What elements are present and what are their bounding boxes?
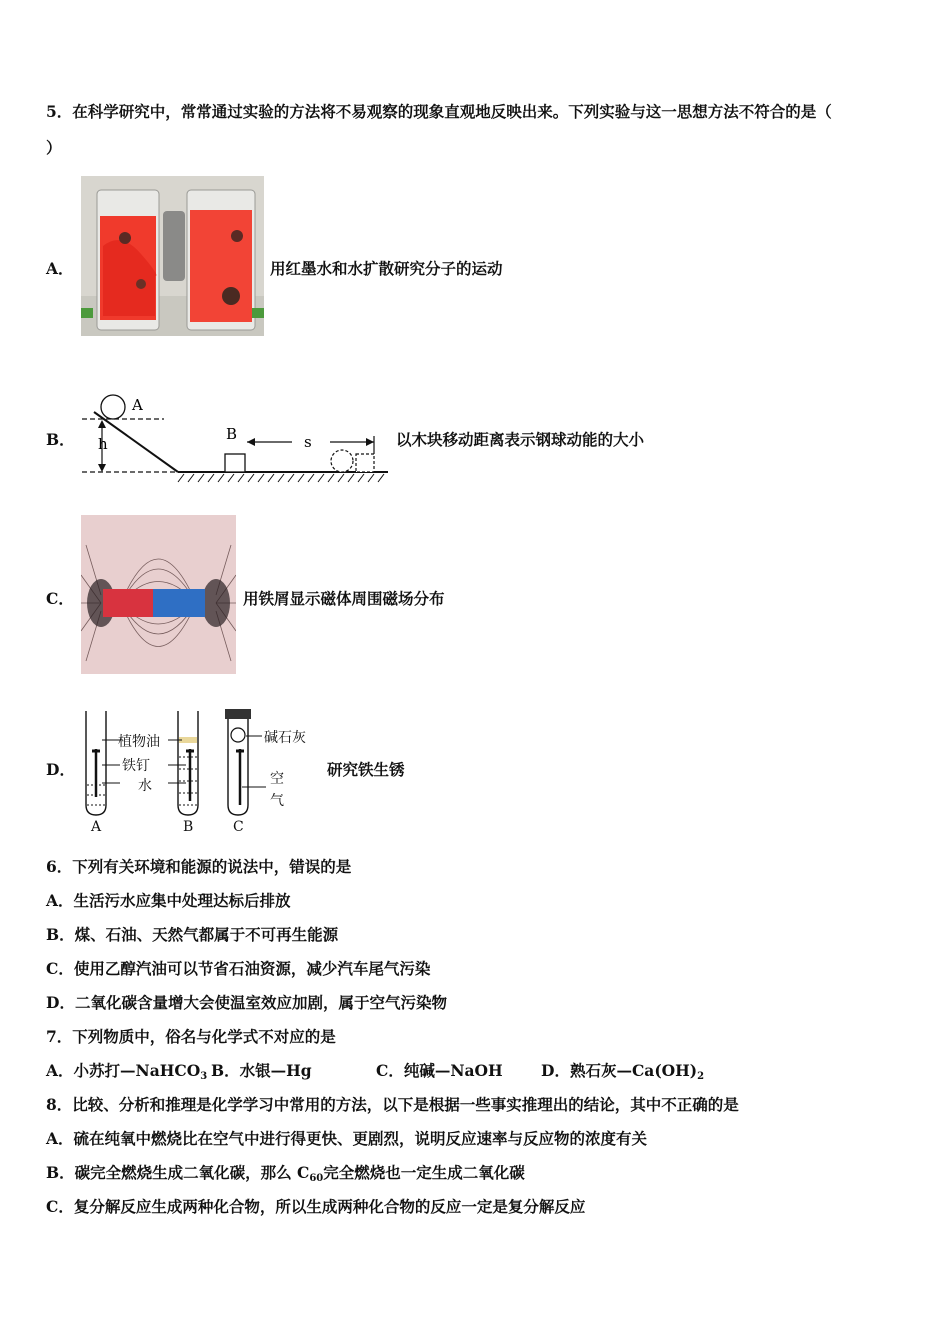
q7-option-b: B．水银—Hg bbox=[211, 1061, 312, 1080]
q6-stem: 6．下列有关环境和能源的说法中，错误的是 bbox=[46, 857, 352, 876]
lime-label: 碱石灰 bbox=[264, 730, 306, 746]
q7-stem: 7．下列物质中，俗名与化学式不对应的是 bbox=[46, 1027, 336, 1046]
q7-option-a-subscript: 3 bbox=[200, 1071, 208, 1082]
air-label-1: 空 bbox=[270, 771, 284, 787]
q5-option-b-label: B． bbox=[46, 430, 75, 449]
q7-option-c: C．纯碱—NaOH bbox=[376, 1061, 503, 1080]
tube-c-label: C bbox=[233, 819, 244, 835]
q7-option-a bbox=[46, 1061, 207, 1087]
water-label: 水 bbox=[138, 778, 152, 794]
q6-option-a: A．生活污水应集中处理达标后排放 bbox=[46, 891, 291, 910]
iron-rust-diagram bbox=[80, 707, 325, 835]
air-label-2: 气 bbox=[270, 793, 284, 809]
q8-option-b-subscript: 60 bbox=[309, 1173, 324, 1184]
q8-option-a: A．硫在纯氧中燃烧比在空气中进行得更快、更剧烈，说明反应速率与反应物的浓度有关 bbox=[46, 1129, 648, 1148]
q5-stem: 5．在科学研究中，常常通过实验的方法将不易观察的现象直观地反映出来。下列实验与这一思想方法不符合的是（ bbox=[46, 102, 832, 121]
tube-b-label: B bbox=[183, 819, 194, 835]
q8-option-b-pre: B．碳完全燃烧生成二氧化碳，那么 C bbox=[46, 1163, 310, 1182]
q5-option-d-text: 研究铁生锈 bbox=[327, 760, 405, 779]
q5-option-d-label: D． bbox=[46, 760, 75, 779]
tube-a-label: A bbox=[91, 819, 102, 835]
block-label: B bbox=[226, 425, 238, 443]
q7-option-d-subscript: 2 bbox=[697, 1071, 705, 1082]
q8-option-c: C．复分解反应生成两种化合物，所以生成两种化合物的反应一定是复分解反应 bbox=[46, 1197, 586, 1216]
q6-option-d: D．二氧化碳含量增大会使温室效应加剧，属于空气污染物 bbox=[46, 993, 447, 1012]
q5-option-a-label: A． bbox=[46, 259, 74, 278]
oil-label: 植物油 bbox=[118, 734, 160, 750]
nail-label: 铁钉 bbox=[122, 758, 150, 774]
q8-option-b-post: 完全燃烧也一定生成二氧化碳 bbox=[323, 1163, 525, 1182]
height-label: h bbox=[98, 435, 108, 453]
ball-label: A bbox=[132, 396, 143, 414]
q5-option-a-text: 用红墨水和水扩散研究分子的运动 bbox=[270, 259, 503, 278]
magnetic-field-photo bbox=[81, 515, 236, 674]
q5-option-c-text: 用铁屑显示磁体周围磁场分布 bbox=[243, 589, 445, 608]
q6-option-b: B．煤、石油、天然气都属于不可再生能源 bbox=[46, 925, 339, 944]
distance-label: s bbox=[304, 433, 312, 451]
kinetic-energy-diagram bbox=[80, 392, 392, 490]
q7-option-d bbox=[541, 1061, 704, 1087]
q8-option-b bbox=[46, 1163, 525, 1189]
ink-diffusion-photo bbox=[81, 176, 264, 336]
q7-option-a-text: A．小苏打—NaHCO bbox=[46, 1061, 201, 1080]
q5-option-c-label: C． bbox=[46, 589, 74, 608]
q5-stem-end: ） bbox=[46, 138, 62, 157]
q8-stem: 8．比较、分析和推理是化学学习中常用的方法，以下是根据一些事实推理出的结论，其中不正确的是 bbox=[46, 1095, 739, 1114]
q7-option-d-text: D．熟石灰—Ca(OH) bbox=[541, 1061, 698, 1080]
q6-option-c: C．使用乙醇汽油可以节省石油资源，减少汽车尾气污染 bbox=[46, 959, 431, 978]
q5-option-b-text: 以木块移动距离表示钢球动能的大小 bbox=[396, 430, 645, 449]
